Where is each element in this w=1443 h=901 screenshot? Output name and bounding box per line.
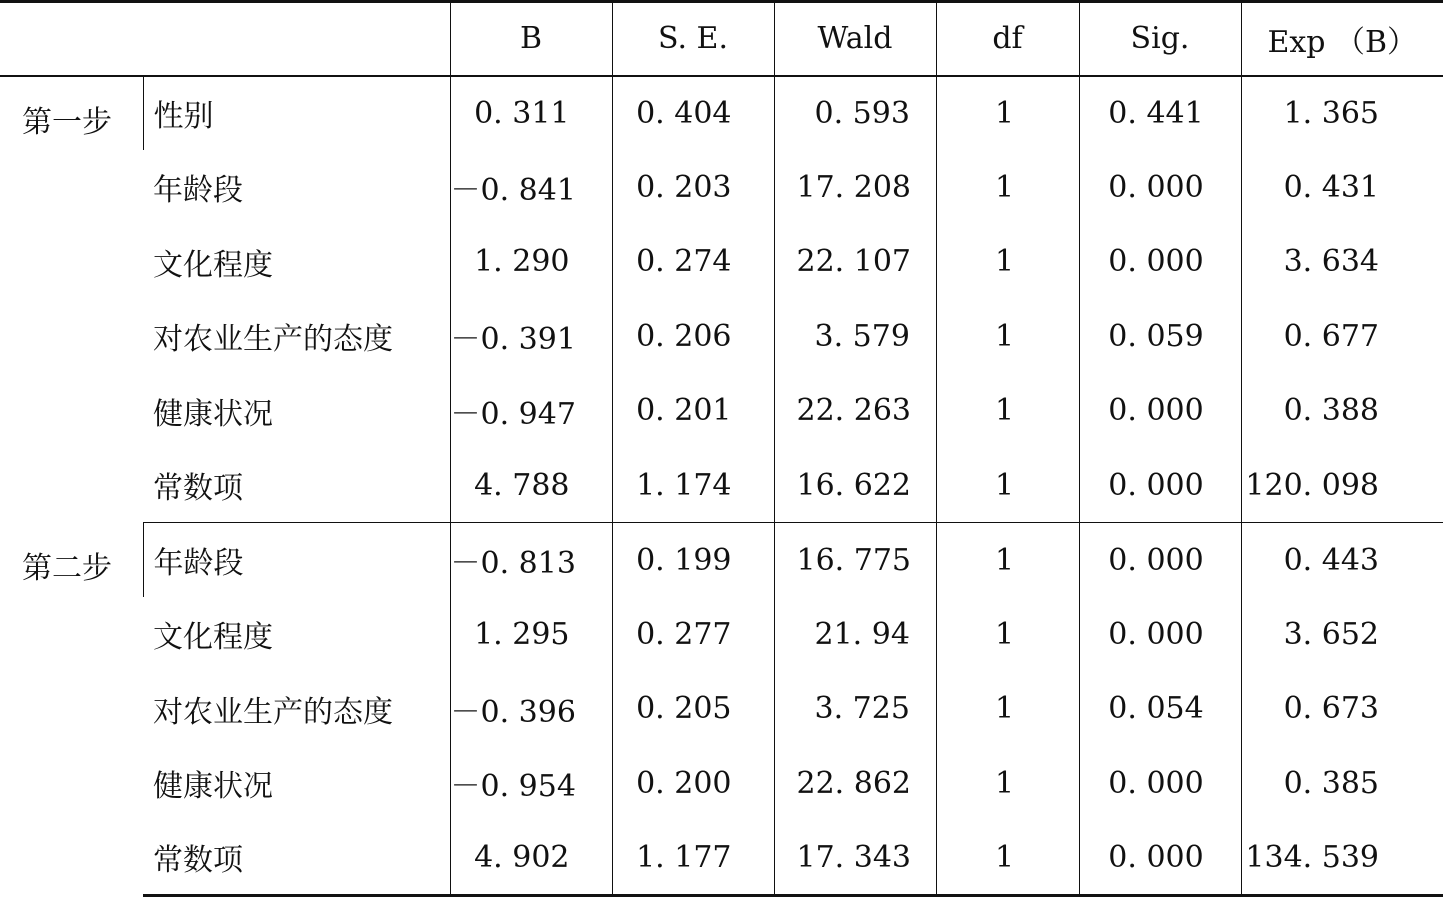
se-cell: 0. 203 xyxy=(612,150,774,225)
table-row xyxy=(0,821,1443,896)
variable-cell: 常数项 xyxy=(143,448,450,523)
variable-cell: 常数项 xyxy=(143,821,450,896)
step2-label: 第二步 xyxy=(22,550,112,586)
table-row xyxy=(0,523,1443,598)
header-se: S. E. xyxy=(612,2,774,76)
variable-cell: 文化程度 xyxy=(153,620,273,656)
se-cell: 0. 205 xyxy=(612,672,774,747)
wald-cell: 22. 107 xyxy=(774,225,936,300)
sig-cell: 0. 441 xyxy=(1079,76,1241,151)
table-row xyxy=(0,225,1443,300)
header-row xyxy=(0,2,1443,76)
header-sig: Sig. xyxy=(1079,2,1241,76)
df-cell: 1 xyxy=(936,150,1079,225)
sig-cell: 0. 000 xyxy=(1079,225,1241,300)
exp-b-cell: 3. 634 xyxy=(1241,225,1443,300)
variable-cell: 年龄段 xyxy=(143,523,450,598)
wald-cell: 0. 593 xyxy=(774,76,936,151)
sig-cell: 0. 059 xyxy=(1079,299,1241,374)
variable-cell: 对农业生产的态度 xyxy=(153,694,393,730)
wald-cell: 17. 343 xyxy=(774,821,936,896)
header-df: df xyxy=(936,2,1079,76)
header-b: B xyxy=(450,2,612,76)
sig-cell: 0. 000 xyxy=(1079,448,1241,523)
df-cell: 1 xyxy=(936,448,1079,523)
exp-b-cell: 0. 677 xyxy=(1241,299,1443,374)
wald-cell: 16. 622 xyxy=(774,448,936,523)
exp-b-cell: 0. 673 xyxy=(1241,672,1443,747)
df-cell: 1 xyxy=(936,299,1079,374)
wald-cell: 17. 208 xyxy=(774,150,936,225)
variable-cell: 年龄段 xyxy=(153,173,243,209)
sig-cell: 0. 054 xyxy=(1079,672,1241,747)
table-row xyxy=(0,374,1443,449)
b-cell: 4. 788 xyxy=(450,448,612,523)
header-wald: Wald xyxy=(774,2,936,76)
b-cell: －0. 396 xyxy=(450,672,612,747)
step1-label: 第一步 xyxy=(22,104,112,140)
b-cell: －0. 391 xyxy=(450,299,612,374)
variable-cell: 对农业生产的态度 xyxy=(153,322,393,358)
se-cell: 0. 201 xyxy=(612,374,774,449)
sig-cell: 0. 000 xyxy=(1079,746,1241,821)
wald-cell: 22. 263 xyxy=(774,374,936,449)
se-cell: 0. 199 xyxy=(612,523,774,598)
wald-cell: 3. 579 xyxy=(774,299,936,374)
b-cell: －0. 813 xyxy=(450,523,612,598)
b-cell: 1. 295 xyxy=(450,597,612,672)
df-cell: 1 xyxy=(936,523,1079,598)
b-cell: －0. 841 xyxy=(450,150,612,225)
exp-b-cell: 0. 443 xyxy=(1241,523,1443,598)
sig-cell: 0. 000 xyxy=(1079,597,1241,672)
exp-b-cell: 0. 431 xyxy=(1241,150,1443,225)
sig-cell: 0. 000 xyxy=(1079,821,1241,896)
table-row xyxy=(0,746,1443,821)
df-cell: 1 xyxy=(936,672,1079,747)
df-cell: 1 xyxy=(936,76,1079,151)
se-cell: 0. 200 xyxy=(612,746,774,821)
table-row xyxy=(0,448,1443,523)
sig-cell: 0. 000 xyxy=(1079,150,1241,225)
b-cell: －0. 954 xyxy=(450,746,612,821)
sig-cell: 0. 000 xyxy=(1079,374,1241,449)
se-cell: 0. 274 xyxy=(612,225,774,300)
variable-cell: 健康状况 xyxy=(153,396,273,432)
wald-cell: 3. 725 xyxy=(774,672,936,747)
df-cell: 1 xyxy=(936,746,1079,821)
exp-b-cell: 0. 388 xyxy=(1241,374,1443,449)
exp-b-cell: 134. 539 xyxy=(1241,821,1443,896)
wald-cell: 22. 862 xyxy=(774,746,936,821)
exp-b-cell: 1. 365 xyxy=(1241,76,1443,151)
exp-b-cell: 120. 098 xyxy=(1241,448,1443,523)
table-row xyxy=(0,76,1443,151)
table-row xyxy=(0,150,1443,225)
variable-cell: 健康状况 xyxy=(153,769,273,805)
df-cell: 1 xyxy=(936,374,1079,449)
table-row xyxy=(0,672,1443,747)
df-cell: 1 xyxy=(936,597,1079,672)
sig-cell: 0. 000 xyxy=(1079,523,1241,598)
variable-cell: 文化程度 xyxy=(153,247,273,283)
se-cell: 1. 177 xyxy=(612,821,774,896)
se-cell: 0. 206 xyxy=(612,299,774,374)
variable-cell: 性别 xyxy=(143,76,450,151)
table-row xyxy=(0,299,1443,374)
se-cell: 1. 174 xyxy=(612,448,774,523)
b-cell: 0. 311 xyxy=(450,76,612,151)
step2-group xyxy=(0,523,1443,896)
header-exp-b: Exp （B） xyxy=(1241,2,1443,76)
se-cell: 0. 404 xyxy=(612,76,774,151)
step1-group xyxy=(0,76,1443,523)
header-blank xyxy=(0,2,450,76)
exp-b-cell: 3. 652 xyxy=(1241,597,1443,672)
exp-b-cell: 0. 385 xyxy=(1241,746,1443,821)
df-cell: 1 xyxy=(936,821,1079,896)
wald-cell: 16. 775 xyxy=(774,523,936,598)
b-cell: 4. 902 xyxy=(450,821,612,896)
wald-cell: 21. 94 xyxy=(774,597,936,672)
b-cell: －0. 947 xyxy=(450,374,612,449)
df-cell: 1 xyxy=(936,225,1079,300)
b-cell: 1. 290 xyxy=(450,225,612,300)
table-row xyxy=(0,597,1443,672)
se-cell: 0. 277 xyxy=(612,597,774,672)
